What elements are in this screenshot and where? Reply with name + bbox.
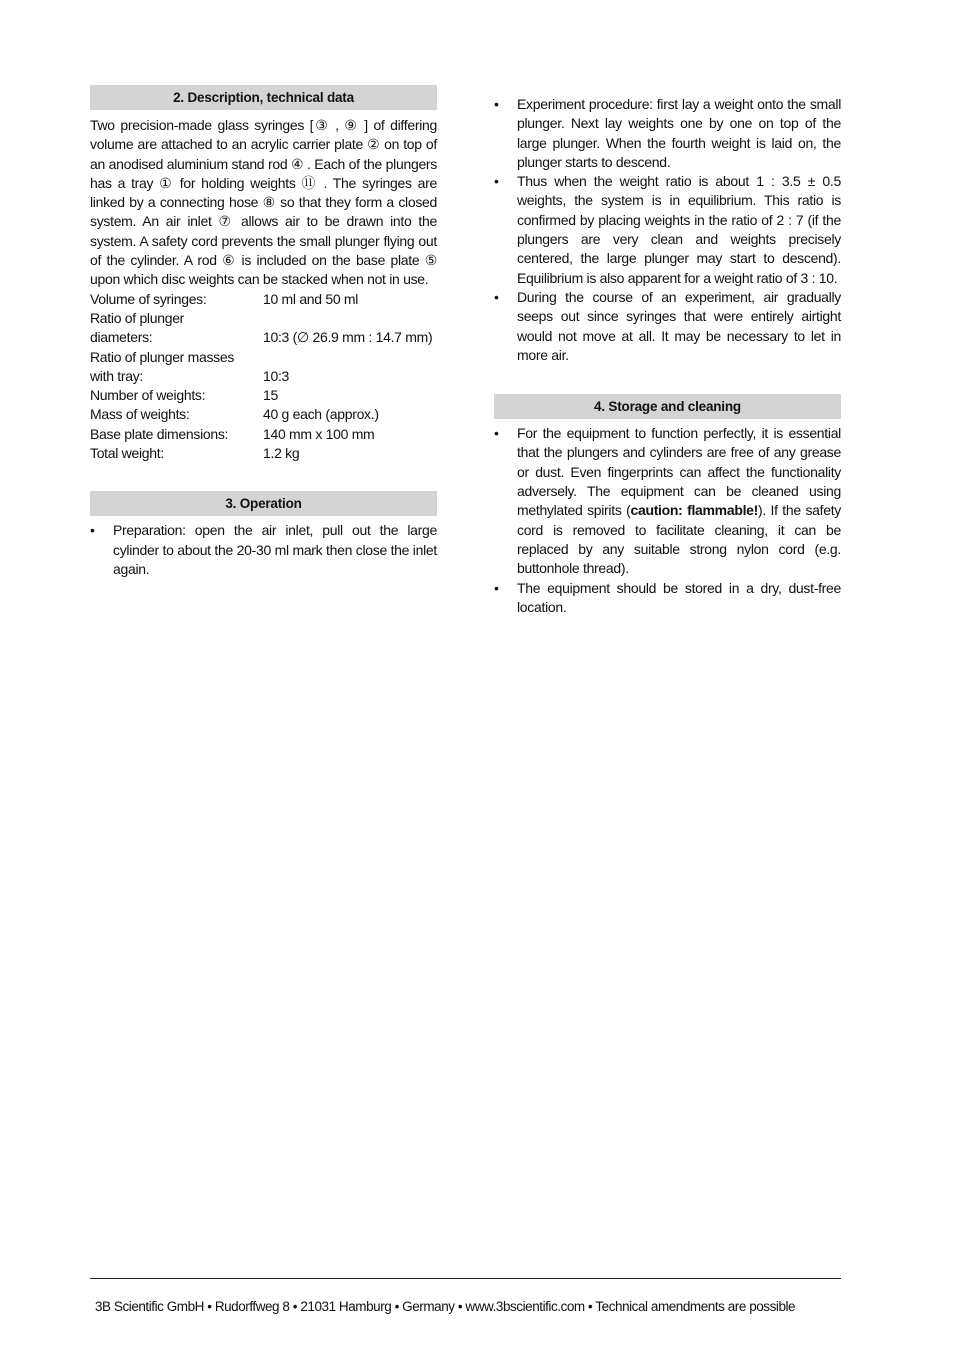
bullet-icon: • <box>90 522 95 539</box>
list-item: • During the course of an experiment, air gradually seeps out since syringes that were entirely airtight would not move at all. It may be necessary to let in more air. <box>494 288 841 363</box>
spec-label: Volume of syringes: <box>90 290 207 307</box>
bullet-icon: • <box>494 173 499 190</box>
list-item: • Experiment procedure: first lay a weight onto the small plunger. Next lay weights one by one on top of the large plunger. When the fourth weight is laid on, the plunger starts to descend. <box>494 96 841 170</box>
footer-address: 3B Scientific GmbH • Rudorffweg 8 • 21031 Hamburg • Germany • www.3bscientific.com • Technical amendments are possible <box>95 1299 796 1314</box>
bullet-icon: • <box>494 425 499 442</box>
right-column <box>494 85 841 617</box>
spec-value: 10:3 <box>263 367 290 384</box>
spec-value: 40 g each (approx.) <box>263 406 379 423</box>
spec-value: 140 mm x 100 mm <box>263 425 375 442</box>
spec-label: Base plate dimensions: <box>90 425 229 442</box>
spec-value: 10:3 (∅ 26.9 mm : 14.7 mm) <box>263 329 433 346</box>
caution-text: caution: flammable! <box>630 502 759 519</box>
spec-value <box>263 348 437 367</box>
spec-label: Total weight: <box>90 445 164 462</box>
spec-label: Ratio of plunger masses <box>90 348 235 365</box>
storage-list <box>494 424 841 617</box>
description-paragraph: Two precision-made glass syringes [③ , ⑨ ] of differing volume are attached to an acrylic carrier plate ② on top of an anodised aluminium stand rod ④ . Each of the plungers has a tray ① for holding weights ⑪ . The syringes are linked by a connecting hose ⑧ so that they form a closed system. An air inlet ⑦ allows air to be drawn into the system. A safety cord prevents the small plunger flying out of the cylinder. A rod ⑥ is included on the base plate ⑤ upon which disc weights can be stacked when not in use. <box>90 117 437 288</box>
bullet-icon: • <box>494 579 499 596</box>
spec-label: Ratio of plunger <box>90 309 185 326</box>
operation-list-continued <box>494 95 841 365</box>
bullet-icon: • <box>494 288 499 305</box>
operation-list <box>90 521 437 579</box>
spec-label: diameters: <box>90 329 153 346</box>
spec-label: Mass of weights: <box>90 406 190 423</box>
list-item: • Thus when the weight ratio is about 1 : 3.5 ± 0.5 weights, the system is in equilibrium. This ratio is confirmed by placing weights in the ratio of 2 : 7 (if the plungers are very clean and weights precisely centered, the large plunger may start to descend). Equilibrium is also apparent for a weight ratio of 3 : 10. <box>494 173 841 286</box>
spec-label: Number of weights: <box>90 387 206 404</box>
left-column <box>90 85 437 579</box>
spec-value: 10 ml and 50 ml <box>263 290 359 307</box>
section-heading-description: 2. Description, technical data <box>90 85 437 110</box>
list-item: • The equipment should be stored in a dry, dust-free location. <box>494 579 841 615</box>
spec-value: 15 <box>263 387 278 404</box>
bullet-icon: • <box>494 96 499 112</box>
technical-data-table <box>90 290 437 464</box>
list-item: • Preparation: open the air inlet, pull out the large cylinder to about the 20-30 ml mark then close the inlet again. <box>90 522 437 577</box>
spec-label: with tray: <box>90 367 144 384</box>
footer-divider <box>90 1278 841 1279</box>
list-item: • For the equipment to function perfectly, it is essential that the plungers and cylinders are free of any grease or dust. Even fingerprints can affect the functionality adversely. The equipment can be cleaned using methylated spirits (caution: flammable!). If the safety cord is removed to facilitate cleaning, it can be replaced by any suitable strong nylon cord (e.g. buttonhole thread). <box>494 425 842 577</box>
section-heading-storage: 4. Storage and cleaning <box>494 394 841 419</box>
spec-value <box>263 309 437 328</box>
spec-value: 1.2 kg <box>263 445 300 462</box>
section-heading-operation: 3. Operation <box>90 491 437 516</box>
